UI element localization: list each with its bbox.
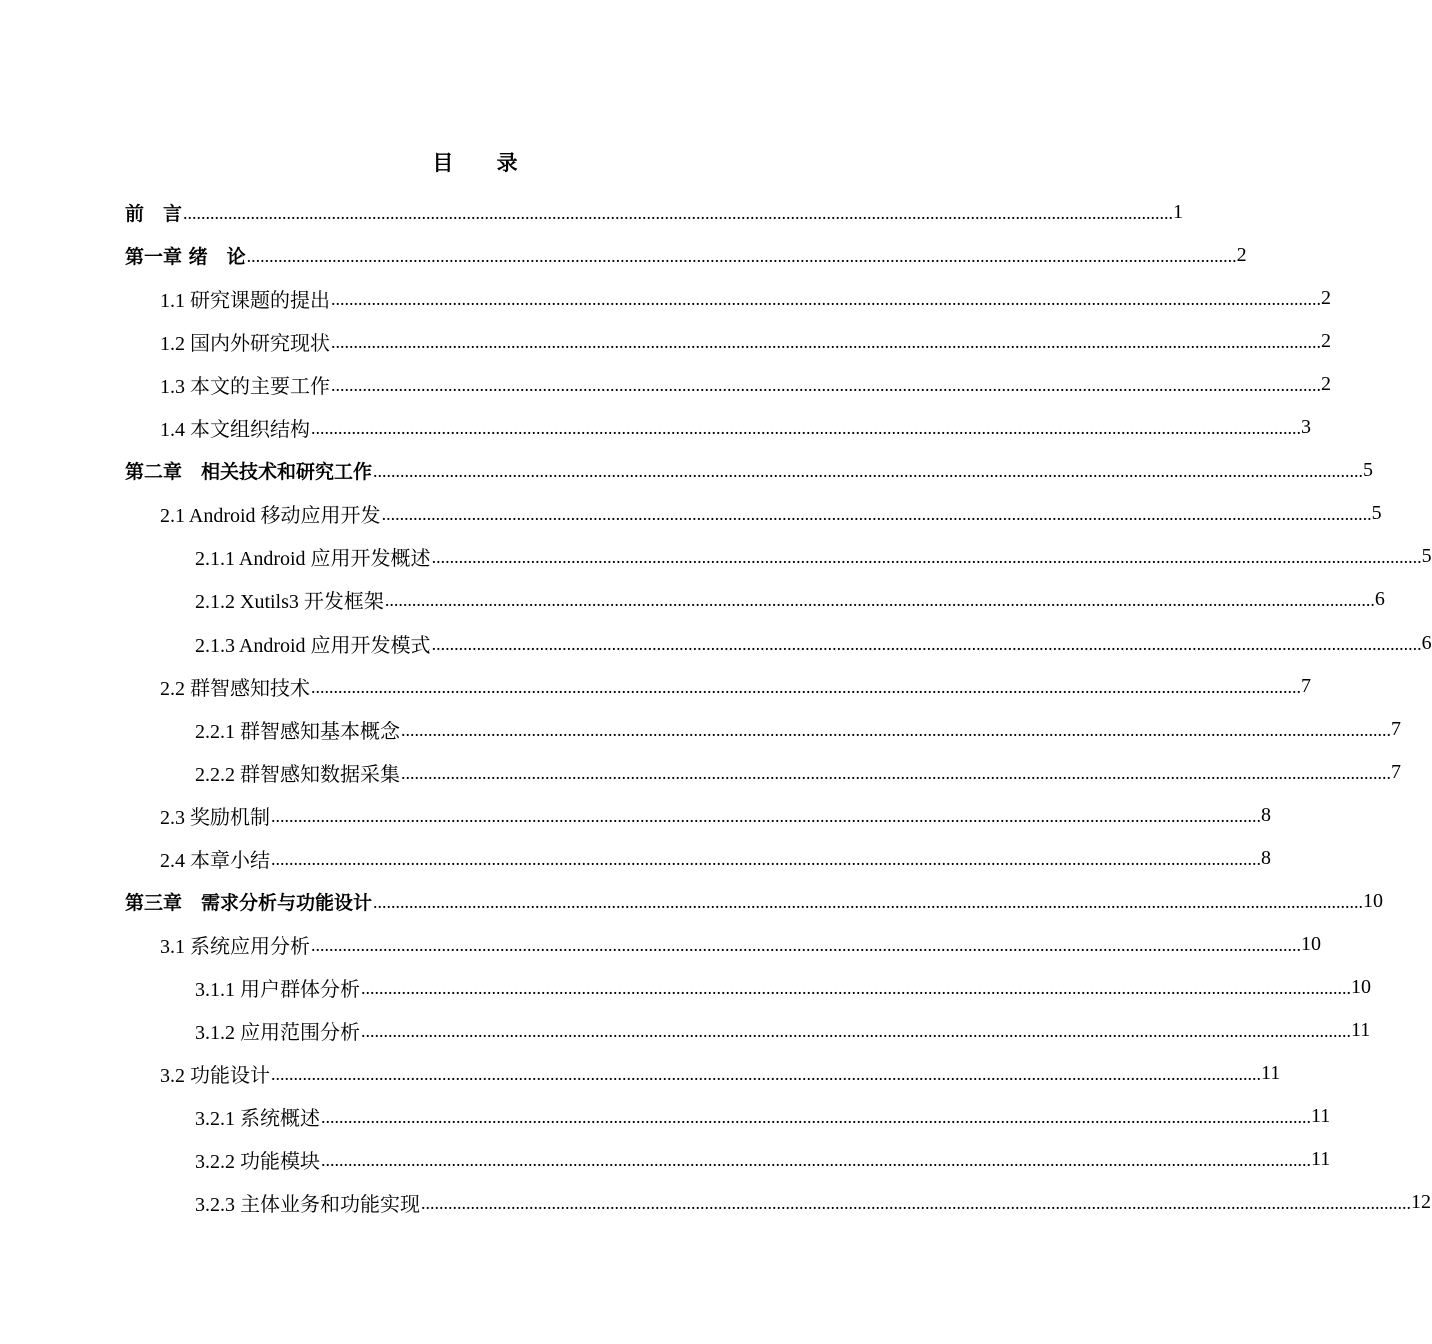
dot-leader: ............................................................................................................................................................................................................................ bbox=[421, 1193, 1411, 1213]
toc-entry[interactable] bbox=[160, 277, 1331, 320]
toc-entry-label: 2.2.1 群智感知基本概念 bbox=[195, 721, 400, 743]
toc-entry[interactable] bbox=[160, 665, 1311, 708]
dot-leader: ............................................................................................................................................................................................................................ bbox=[271, 849, 1261, 869]
dot-leader: ............................................................................................................................................................................................................................ bbox=[321, 1107, 1311, 1127]
toc-entry-label: 第一章 绪 论 bbox=[125, 246, 246, 268]
dot-leader: ............................................................................................................................................................................................................................ bbox=[401, 720, 1391, 740]
toc-entry-label: 3.2 功能设计 bbox=[160, 1065, 270, 1087]
toc-entry[interactable] bbox=[195, 966, 1371, 1009]
toc-entry-page-number: 11 bbox=[1261, 1062, 1281, 1084]
dot-leader: ............................................................................................................................................................................................................................ bbox=[271, 806, 1261, 826]
dot-leader: ............................................................................................................................................................................................................................ bbox=[183, 203, 1174, 223]
toc-entry[interactable] bbox=[195, 1095, 1331, 1138]
dot-leader: ............................................................................................................................................................................................................................ bbox=[431, 547, 1422, 567]
toc-entry-page-number: 6 bbox=[1421, 632, 1432, 654]
dot-leader: ............................................................................................................................................................................................................................ bbox=[361, 1021, 1351, 1041]
toc-entry-label: 1.3 本文的主要工作 bbox=[160, 376, 330, 398]
toc-entry-page-number: 6 bbox=[1374, 588, 1385, 610]
dot-leader: ............................................................................................................................................................................................................................ bbox=[331, 375, 1321, 395]
toc-entry-label: 1.1 研究课题的提出 bbox=[160, 290, 330, 312]
toc-entry[interactable] bbox=[195, 708, 1401, 751]
dot-leader: ............................................................................................................................................................................................................................ bbox=[246, 246, 1237, 266]
toc-entry-page-number: 10 bbox=[1351, 976, 1371, 998]
toc-entry[interactable] bbox=[195, 578, 1385, 621]
dot-leader: ............................................................................................................................................................................................................................ bbox=[311, 677, 1301, 697]
toc-entry-label: 2.2 群智感知技术 bbox=[160, 678, 310, 700]
toc-entry-page-number: 7 bbox=[1391, 761, 1401, 783]
toc-entry-page-number: 12 bbox=[1411, 1191, 1431, 1213]
toc-entry-page-number: 8 bbox=[1261, 804, 1271, 826]
toc-entry[interactable] bbox=[195, 751, 1401, 794]
toc-entry-label: 2.3 奖励机制 bbox=[160, 807, 270, 829]
toc-entry[interactable] bbox=[160, 794, 1271, 837]
toc-entry[interactable] bbox=[125, 191, 1184, 234]
toc-entry-page-number: 11 bbox=[1351, 1019, 1371, 1041]
dot-leader: ............................................................................................................................................................................................................................ bbox=[384, 590, 1375, 610]
toc-title: 目 录 bbox=[432, 151, 536, 175]
toc-entry[interactable] bbox=[195, 1138, 1331, 1181]
toc-entry[interactable] bbox=[160, 1052, 1281, 1095]
toc-entry-label: 2.1.3 Android 应用开发模式 bbox=[195, 635, 431, 657]
toc-entry[interactable] bbox=[125, 449, 1374, 492]
toc-entry-page-number: 1 bbox=[1173, 201, 1184, 223]
toc-entry-page-number: 5 bbox=[1371, 502, 1382, 524]
toc-entry-page-number: 7 bbox=[1301, 675, 1311, 697]
toc-entry[interactable] bbox=[160, 363, 1331, 406]
toc-entry-page-number: 2 bbox=[1321, 330, 1331, 352]
toc-entry[interactable] bbox=[125, 234, 1247, 277]
toc-entry-label: 前 言 bbox=[125, 203, 183, 225]
toc-entry[interactable] bbox=[160, 406, 1311, 449]
dot-leader: ............................................................................................................................................................................................................................ bbox=[331, 289, 1321, 309]
toc-entry-label: 2.2.2 群智感知数据采集 bbox=[195, 764, 400, 786]
toc-entry-label: 3.1 系统应用分析 bbox=[160, 936, 310, 958]
toc-entry-label: 2.1 Android 移动应用开发 bbox=[160, 505, 381, 527]
toc-entry-label: 3.1.1 用户群体分析 bbox=[195, 979, 360, 1001]
toc-entry[interactable] bbox=[160, 837, 1271, 880]
toc-entry-label: 第二章 相关技术和研究工作 bbox=[125, 461, 373, 483]
toc-entry-label: 3.2.1 系统概述 bbox=[195, 1108, 320, 1130]
toc-entry-page-number: 5 bbox=[1363, 459, 1374, 481]
toc-entry-label: 2.1.1 Android 应用开发概述 bbox=[195, 548, 431, 570]
toc-entry[interactable] bbox=[160, 320, 1331, 363]
toc-entry-label: 3.2.2 功能模块 bbox=[195, 1151, 320, 1173]
dot-leader: ............................................................................................................................................................................................................................ bbox=[373, 892, 1364, 912]
dot-leader: ............................................................................................................................................................................................................................ bbox=[401, 763, 1391, 783]
dot-leader: ............................................................................................................................................................................................................................ bbox=[311, 418, 1301, 438]
toc-entry-label: 3.1.2 应用范围分析 bbox=[195, 1022, 360, 1044]
toc-entry[interactable] bbox=[195, 1009, 1371, 1052]
toc-entry-page-number: 10 bbox=[1301, 933, 1321, 955]
toc-entry[interactable] bbox=[160, 923, 1321, 966]
toc-entry-page-number: 10 bbox=[1363, 890, 1384, 912]
dot-leader: ............................................................................................................................................................................................................................ bbox=[431, 634, 1422, 654]
dot-leader: ............................................................................................................................................................................................................................ bbox=[331, 332, 1321, 352]
toc-entry-page-number: 7 bbox=[1391, 718, 1401, 740]
toc-entry-page-number: 3 bbox=[1301, 416, 1311, 438]
toc-entry-label: 1.4 本文组织结构 bbox=[160, 419, 310, 441]
dot-leader: ............................................................................................................................................................................................................................ bbox=[271, 1064, 1261, 1084]
toc-entry-page-number: 2 bbox=[1236, 244, 1247, 266]
toc-entry-page-number: 11 bbox=[1311, 1148, 1331, 1170]
toc-entry-page-number: 5 bbox=[1421, 545, 1432, 567]
toc-entry-page-number: 8 bbox=[1261, 847, 1271, 869]
toc-entry-page-number: 11 bbox=[1311, 1105, 1331, 1127]
toc-entry-label: 2.1.2 Xutils3 开发框架 bbox=[195, 591, 384, 613]
toc-entry-page-number: 2 bbox=[1321, 373, 1331, 395]
toc-entry[interactable] bbox=[195, 1181, 1431, 1224]
toc-entry-page-number: 2 bbox=[1321, 287, 1331, 309]
dot-leader: ............................................................................................................................................................................................................................ bbox=[381, 504, 1372, 524]
toc-entry-label: 3.2.3 主体业务和功能实现 bbox=[195, 1194, 420, 1216]
toc-entry-label: 第三章 需求分析与功能设计 bbox=[125, 892, 373, 914]
toc-entry-label: 1.2 国内外研究现状 bbox=[160, 333, 330, 355]
toc-entry[interactable] bbox=[195, 622, 1432, 665]
dot-leader: ............................................................................................................................................................................................................................ bbox=[321, 1150, 1311, 1170]
toc-entry[interactable] bbox=[195, 535, 1432, 578]
toc-entry[interactable] bbox=[125, 880, 1384, 923]
dot-leader: ............................................................................................................................................................................................................................ bbox=[373, 461, 1364, 481]
toc-entry[interactable] bbox=[160, 492, 1382, 535]
dot-leader: ............................................................................................................................................................................................................................ bbox=[311, 935, 1301, 955]
dot-leader: ............................................................................................................................................................................................................................ bbox=[361, 978, 1351, 998]
toc-entry-label: 2.4 本章小结 bbox=[160, 850, 270, 872]
